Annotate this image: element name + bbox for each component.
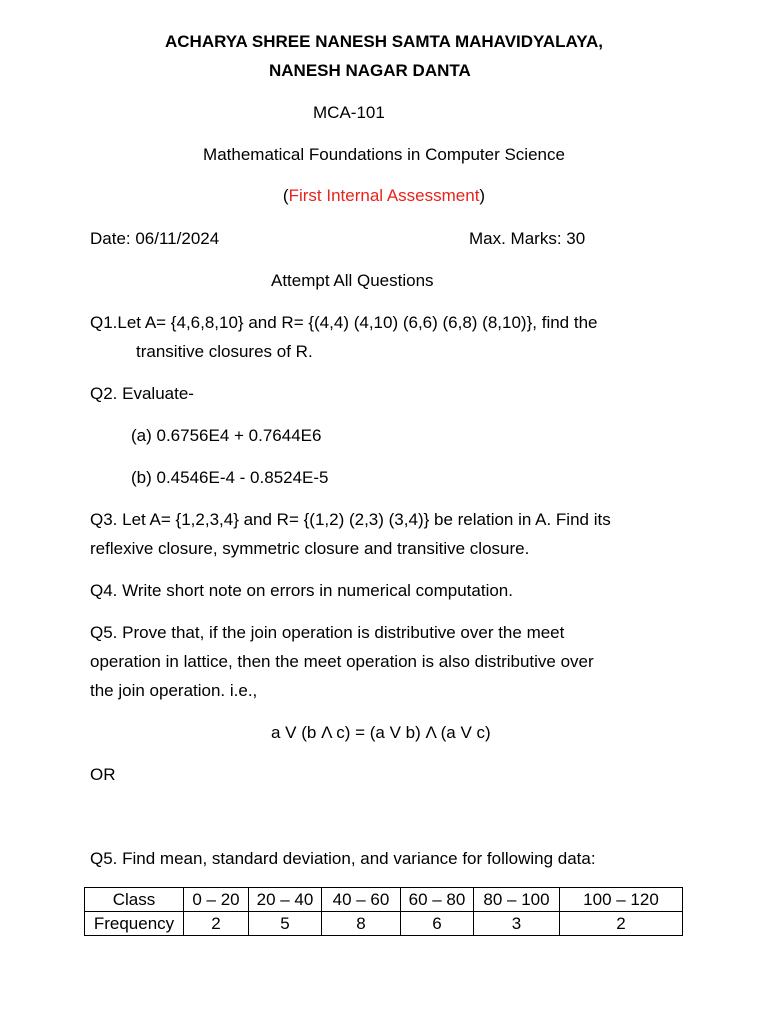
exam-close-paren: ) (479, 186, 486, 205)
table-cell: 40 – 60 (322, 888, 401, 912)
table-row (85, 912, 683, 936)
college-name-line2: NANESH NAGAR DANTA (269, 61, 471, 80)
question-3-line1: Q3. Let A= {1,2,3,4} and R= {(1,2) (2,3) (3,4)} be relation in A. Find its (90, 510, 611, 529)
table-row (85, 888, 683, 912)
table-cell: Class (85, 888, 184, 912)
table-cell: 5 (249, 912, 322, 936)
table-cell: Frequency (85, 912, 184, 936)
frequency-table (84, 887, 683, 936)
question-1-line2: transitive closures of R. (136, 342, 313, 361)
exam-title (0, 184, 768, 208)
table-cell: 2 (560, 912, 683, 936)
question-4: Q4. Write short note on errors in numerical computation. (90, 581, 513, 600)
or-separator: OR (90, 765, 116, 784)
table-cell: 80 – 100 (474, 888, 560, 912)
question-5-line2: operation in lattice, then the meet operation is also distributive over (90, 652, 594, 671)
subject-title: Mathematical Foundations in Computer Science (203, 145, 565, 164)
table-cell: 6 (401, 912, 474, 936)
question-3-line2: reflexive closure, symmetric closure and transitive closure. (90, 539, 530, 558)
question-2a: (a) 0.6756E4 + 0.7644E6 (131, 426, 322, 445)
exam-open-paren: ( (282, 186, 289, 205)
question-5-alternate: Q5. Find mean, standard deviation, and variance for following data: (90, 849, 596, 868)
exam-date: Date: 06/11/2024 (90, 229, 220, 248)
table-cell: 100 – 120 (560, 888, 683, 912)
question-5-line1: Q5. Prove that, if the join operation is distributive over the meet (90, 623, 565, 642)
max-marks: Max. Marks: 30 (469, 229, 586, 248)
question-1-line1: Q1.Let A= {4,6,8,10} and R= {(4,4) (4,10) (6,6) (6,8) (8,10)}, find the (90, 313, 598, 332)
question-2: Q2. Evaluate- (90, 384, 194, 403)
question-2b: (b) 0.4546E-4 - 0.8524E-5 (131, 468, 329, 487)
table-cell: 60 – 80 (401, 888, 474, 912)
table-cell: 3 (474, 912, 560, 936)
lattice-formula: a V (b Λ c) = (a V b) Λ (a V c) (271, 723, 491, 742)
college-name-line1: ACHARYA SHREE NANESH SAMTA MAHAVIDYALAYA, (165, 32, 603, 51)
table-cell: 0 – 20 (184, 888, 249, 912)
instruction: Attempt All Questions (271, 271, 434, 290)
table-cell: 20 – 40 (249, 888, 322, 912)
exam-name: First Internal Assessment (288, 186, 480, 205)
table-cell: 8 (322, 912, 401, 936)
question-5-line3: the join operation. i.e., (90, 681, 258, 700)
table-cell: 2 (184, 912, 249, 936)
course-code: MCA-101 (313, 103, 385, 122)
